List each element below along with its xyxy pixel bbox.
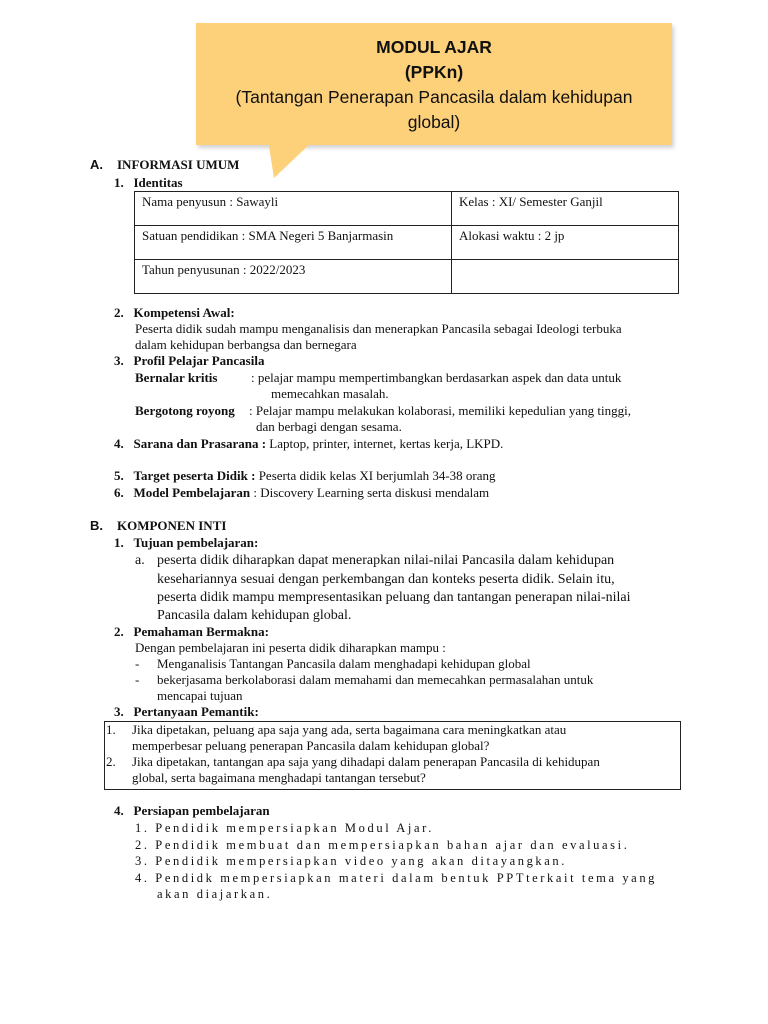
model-item: 6. Model Pembelajaran : Discovery Learning serta diskusi mendalam: [114, 485, 490, 500]
q2-text-2: global, serta bagaimana menghadapi tantangan tersebut?: [132, 770, 426, 785]
title-line-4: global): [407, 112, 461, 132]
q1-text-1: Jika dipetakan, peluang apa saja yang ada, serta bagaimana cara meningkatkan atau: [132, 722, 567, 737]
tujuan-text-1: peserta didik diharapkan dapat menerapkan nilai-nilai Pancasila dalam kehidupan: [157, 553, 615, 568]
pemahaman-intro: Dengan pembelajaran ini peserta didik diharapkan mampu :: [135, 640, 446, 655]
bullet-dash-2: -: [135, 672, 140, 687]
kompetensi-heading: 2. Kompetensi Awal:: [114, 305, 235, 320]
sarana-item: 4. Sarana dan Prasarana : Laptop, printer, internet, kertas kerja, LKPD.: [114, 436, 504, 451]
kompetensi-text-2: dalam kehidupan berbangsa dan bernegara: [135, 337, 357, 352]
cell-nama-penyusun: Nama penyusun : Sawayli: [135, 192, 452, 226]
persiapan-item-4b: akan diajarkan.: [157, 887, 273, 901]
tujuan-text-2: kesehariannya sesuai dengan perkembangan dan konteks peserta didik. Selain itu,: [157, 572, 615, 587]
persiapan-item-2: 2. Pendidik membuat dan mempersiapkan bahan ajar dan evaluasi.: [135, 838, 630, 852]
cell-alokasi-waktu: Alokasi waktu : 2 jp: [452, 226, 679, 260]
target-item: 5. Target peserta Didik : Peserta didik kelas XI berjumlah 34-38 orang: [114, 468, 496, 483]
title-line-1: MODUL AJAR: [376, 37, 492, 57]
persiapan-item-1: 1. Pendidik mempersiapkan Modul Ajar.: [135, 821, 434, 835]
pemahaman-bullet-2b: mencapai tujuan: [157, 688, 243, 703]
bernalar-text-1: : pelajar mampu mempertimbangkan berdasarkan aspek dan data untuk: [251, 370, 622, 385]
q2-number: 2.: [106, 754, 116, 769]
kompetensi-text-1: Peserta didik sudah mampu menganalisis dan menerapkan Pancasila sebagai Ideologi terbuka: [135, 321, 622, 336]
identitas-heading: 1. Identitas: [114, 175, 183, 190]
persiapan-heading: 4. Persiapan pembelajaran: [114, 803, 270, 818]
section-a-heading: A. INFORMASI UMUM: [90, 157, 240, 172]
tujuan-heading: 1. Tujuan pembelajaran:: [114, 535, 259, 550]
bernalar-text-2: memecahkan masalah.: [271, 386, 389, 401]
tujuan-text-4: Pancasila dalam kehidupan global.: [157, 608, 352, 623]
tujuan-text-3: peserta didik mampu mempresentasikan peluang dan tantangan penerapan nilai-nilai: [157, 590, 631, 605]
profil-heading: 3. Profil Pelajar Pancasila: [114, 353, 265, 368]
q2-text-1: Jika dipetakan, tantangan apa saja yang dihadapi dalam penerapan Pancasila di kehidupan: [132, 754, 600, 769]
identity-table: [134, 191, 679, 294]
gotong-text-1: : Pelajar mampu melakukan kolaborasi, memiliki kepedulian yang tinggi,: [249, 403, 631, 418]
pemahaman-bullet-2a: bekerjasama berkolaborasi dalam memahami dan memecahkan permasalahan untuk: [157, 672, 594, 687]
cell-tahun-penyusunan: Tahun penyusunan : 2022/2023: [135, 260, 452, 294]
cell-empty: [452, 260, 679, 294]
bernalar-label: Bernalar kritis: [135, 370, 218, 385]
section-b-heading: B. KOMPONEN INTI: [90, 518, 227, 533]
persiapan-item-3: 3. Pendidik mempersiapkan video yang akan ditayangkan.: [135, 854, 567, 868]
q1-text-2: memperbesar peluang penerapan Pancasila dalam kehidupan global?: [132, 738, 490, 753]
cell-satuan-pendidikan: Satuan pendidikan : SMA Negeri 5 Banjarmasin: [135, 226, 452, 260]
title-block: [196, 35, 672, 135]
title-line-3: (Tantangan Penerapan Pancasila dalam kehidupan: [235, 87, 633, 107]
pertanyaan-heading: 3. Pertanyaan Pemantik:: [114, 704, 259, 719]
gotong-label: Bergotong royong: [135, 403, 235, 418]
cell-kelas: Kelas : XI/ Semester Ganjil: [452, 192, 679, 226]
tujuan-marker: a.: [135, 553, 145, 568]
q1-number: 1.: [106, 722, 116, 737]
persiapan-item-4a: 4. Pendidk mempersiapkan materi dalam bentuk PPTterkait tema yang: [135, 871, 658, 885]
pemahaman-bullet-1: Menganalisis Tantangan Pancasila dalam menghadapi kehidupan global: [157, 656, 531, 671]
callout-tail: [268, 140, 314, 178]
gotong-text-2: dan berbagi dengan sesama.: [256, 419, 402, 434]
pemahaman-heading: 2. Pemahaman Bermakna:: [114, 624, 269, 639]
title-line-2: (PPKn): [404, 62, 464, 82]
bullet-dash-1: -: [135, 656, 140, 671]
